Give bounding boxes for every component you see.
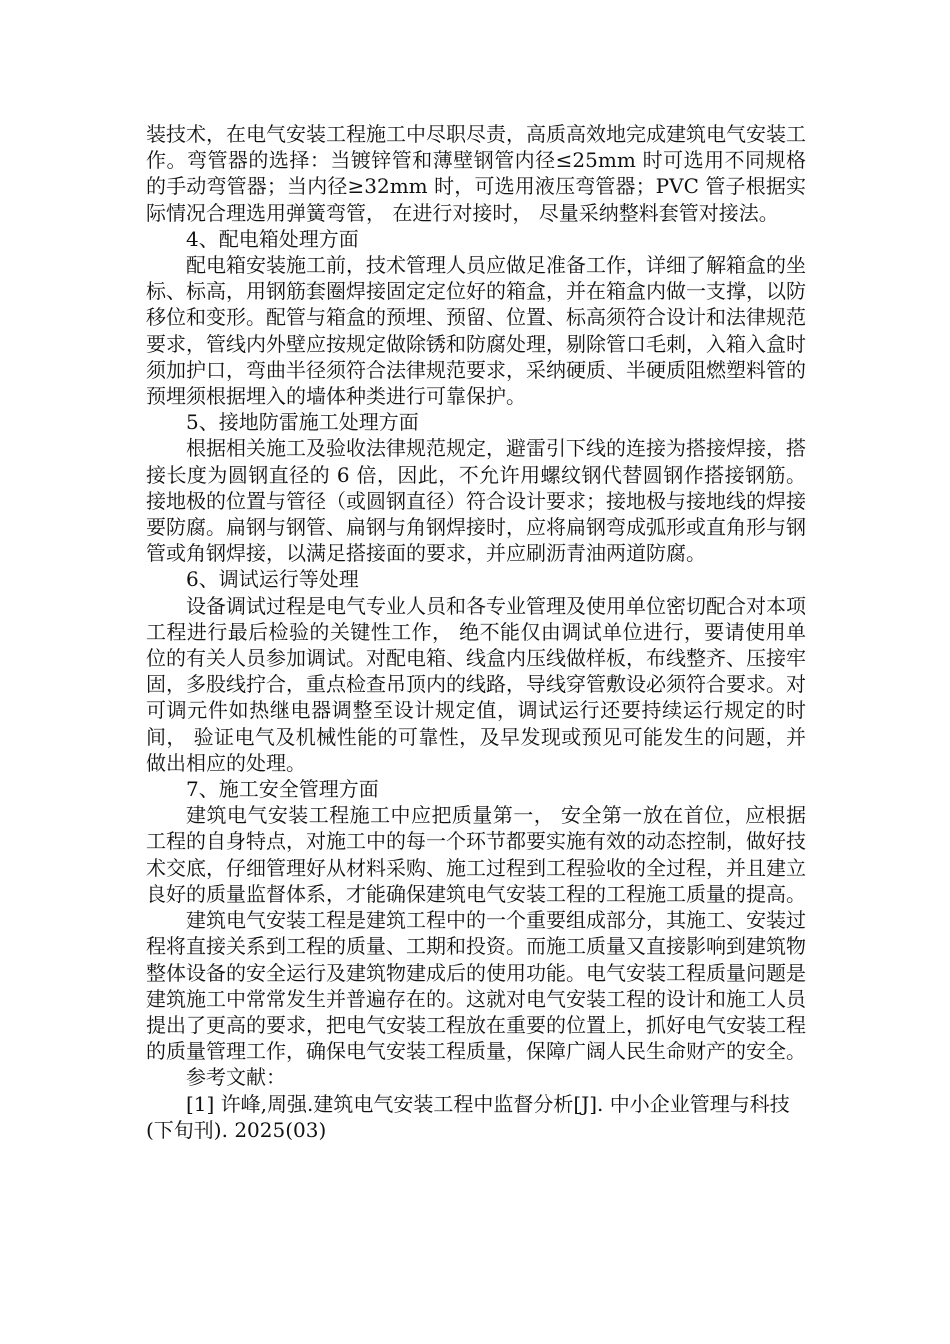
section-heading-4: 4、配电箱处理方面 (186, 226, 359, 251)
paragraph-continuation: 装技术，在电气安装工程施工中尽职尽责，高质高效地完成建筑电气安装工作。弯管器的选择：当镀锌管和薄壁钢管内径≤25mm 时可选用不同规格的手动弯管器；当内径≥32mm 时，可选用液压弯管器；PVC 管子根据实际情况合理选用弹簧弯管， 在进行对接时， 尽量采纳整料套管对接法。 (146, 122, 806, 225)
references-heading: 参考文献： (186, 1065, 286, 1090)
paragraph-section-7b: 建筑电气安装工程是建筑工程中的一个重要组成部分，其施工、安装过程将直接关系到工程的质量、工期和投资。而施工质量又直接影响到建筑物整体设备的安全运行及建筑物建成后的使用功能。电气安装工程质量问题是建筑施工中常常发生并普遍存在的。这就对电气安装工程的设计和施工人员提出了更高的要求，把电气安装工程放在重要的位置上，抓好电气安装工程的质量管理工作，确保电气安装工程质量，保障广阔人民生命财产的安全。 (146, 908, 806, 1064)
document-page (146, 121, 806, 1143)
paragraph-section-4: 配电箱安装施工前，技术管理人员应做足准备工作，详细了解箱盒的坐标、标高，用钢筋套圈焊接固定定位好的箱盒，并在箱盒内做一支撑，以防移位和变形。配管与箱盒的预埋、预留、位置、标高须符合设计和法律规范要求，管线内外壁应按规定做除锈和防腐处理，剔除管口毛刺，入箱入盒时须加护口，弯曲半径须符合法律规范要求，采纳硬质、半硬质阻燃塑料管的预埋须根据埋入的墙体种类进行可靠保护。 (146, 253, 806, 409)
paragraph-section-5: 根据相关施工及验收法律规范规定，避雷引下线的连接为搭接焊接，搭接长度为圆钢直径的 6 倍，因此，不允许用螺纹钢代替圆钢作搭接钢筋。接地极的位置与管径（或圆钢直径）符合设计要求；接地极与接地线的焊接要防腐。扁钢与钢管、扁钢与角钢焊接时，应将扁钢弯成弧形或直角形与钢管或角钢焊接，以满足搭接面的要求，并应刷沥青油两道防腐。 (146, 436, 806, 566)
section-heading-5: 5、接地防雷施工处理方面 (186, 410, 419, 435)
section-heading-6: 6、调试运行等处理 (186, 567, 359, 592)
paragraph-section-7a: 建筑电气安装工程施工中应把质量第一， 安全第一放在首位，应根据工程的自身特点，对施工中的每一个环节都要实施有效的动态控制，做好技术交底，仔细管理好从材料采购、施工过程到工程验收的全过程，并且建立良好的质量监督体系，才能确保建筑电气安装工程的工程施工质量的提高。 (146, 803, 806, 906)
section-heading-7: 7、施工安全管理方面 (186, 777, 379, 802)
paragraph-section-6: 设备调试过程是电气专业人员和各专业管理及使用单位密切配合对本项工程进行最后检验的关键性工作， 绝不能仅由调试单位进行，要请使用单位的有关人员参加调试。对配电箱、线盒内压线做样板，布线整齐、压接牢固，多股线拧合，重点检查吊顶内的线路，导线穿管敷设必须符合要求。对可调元件如热继电器调整至设计规定值，调试运行还要持续运行规定的时间， 验证电气及机械性能的可靠性，及早发现或预见可能发生的问题，并做出相应的处理。 (146, 593, 806, 775)
reference-item: [1] 许峰,周强.建筑电气安装工程中监督分析[J]. 中小企业管理与科技(下旬刊). 2025(03) (146, 1091, 790, 1142)
